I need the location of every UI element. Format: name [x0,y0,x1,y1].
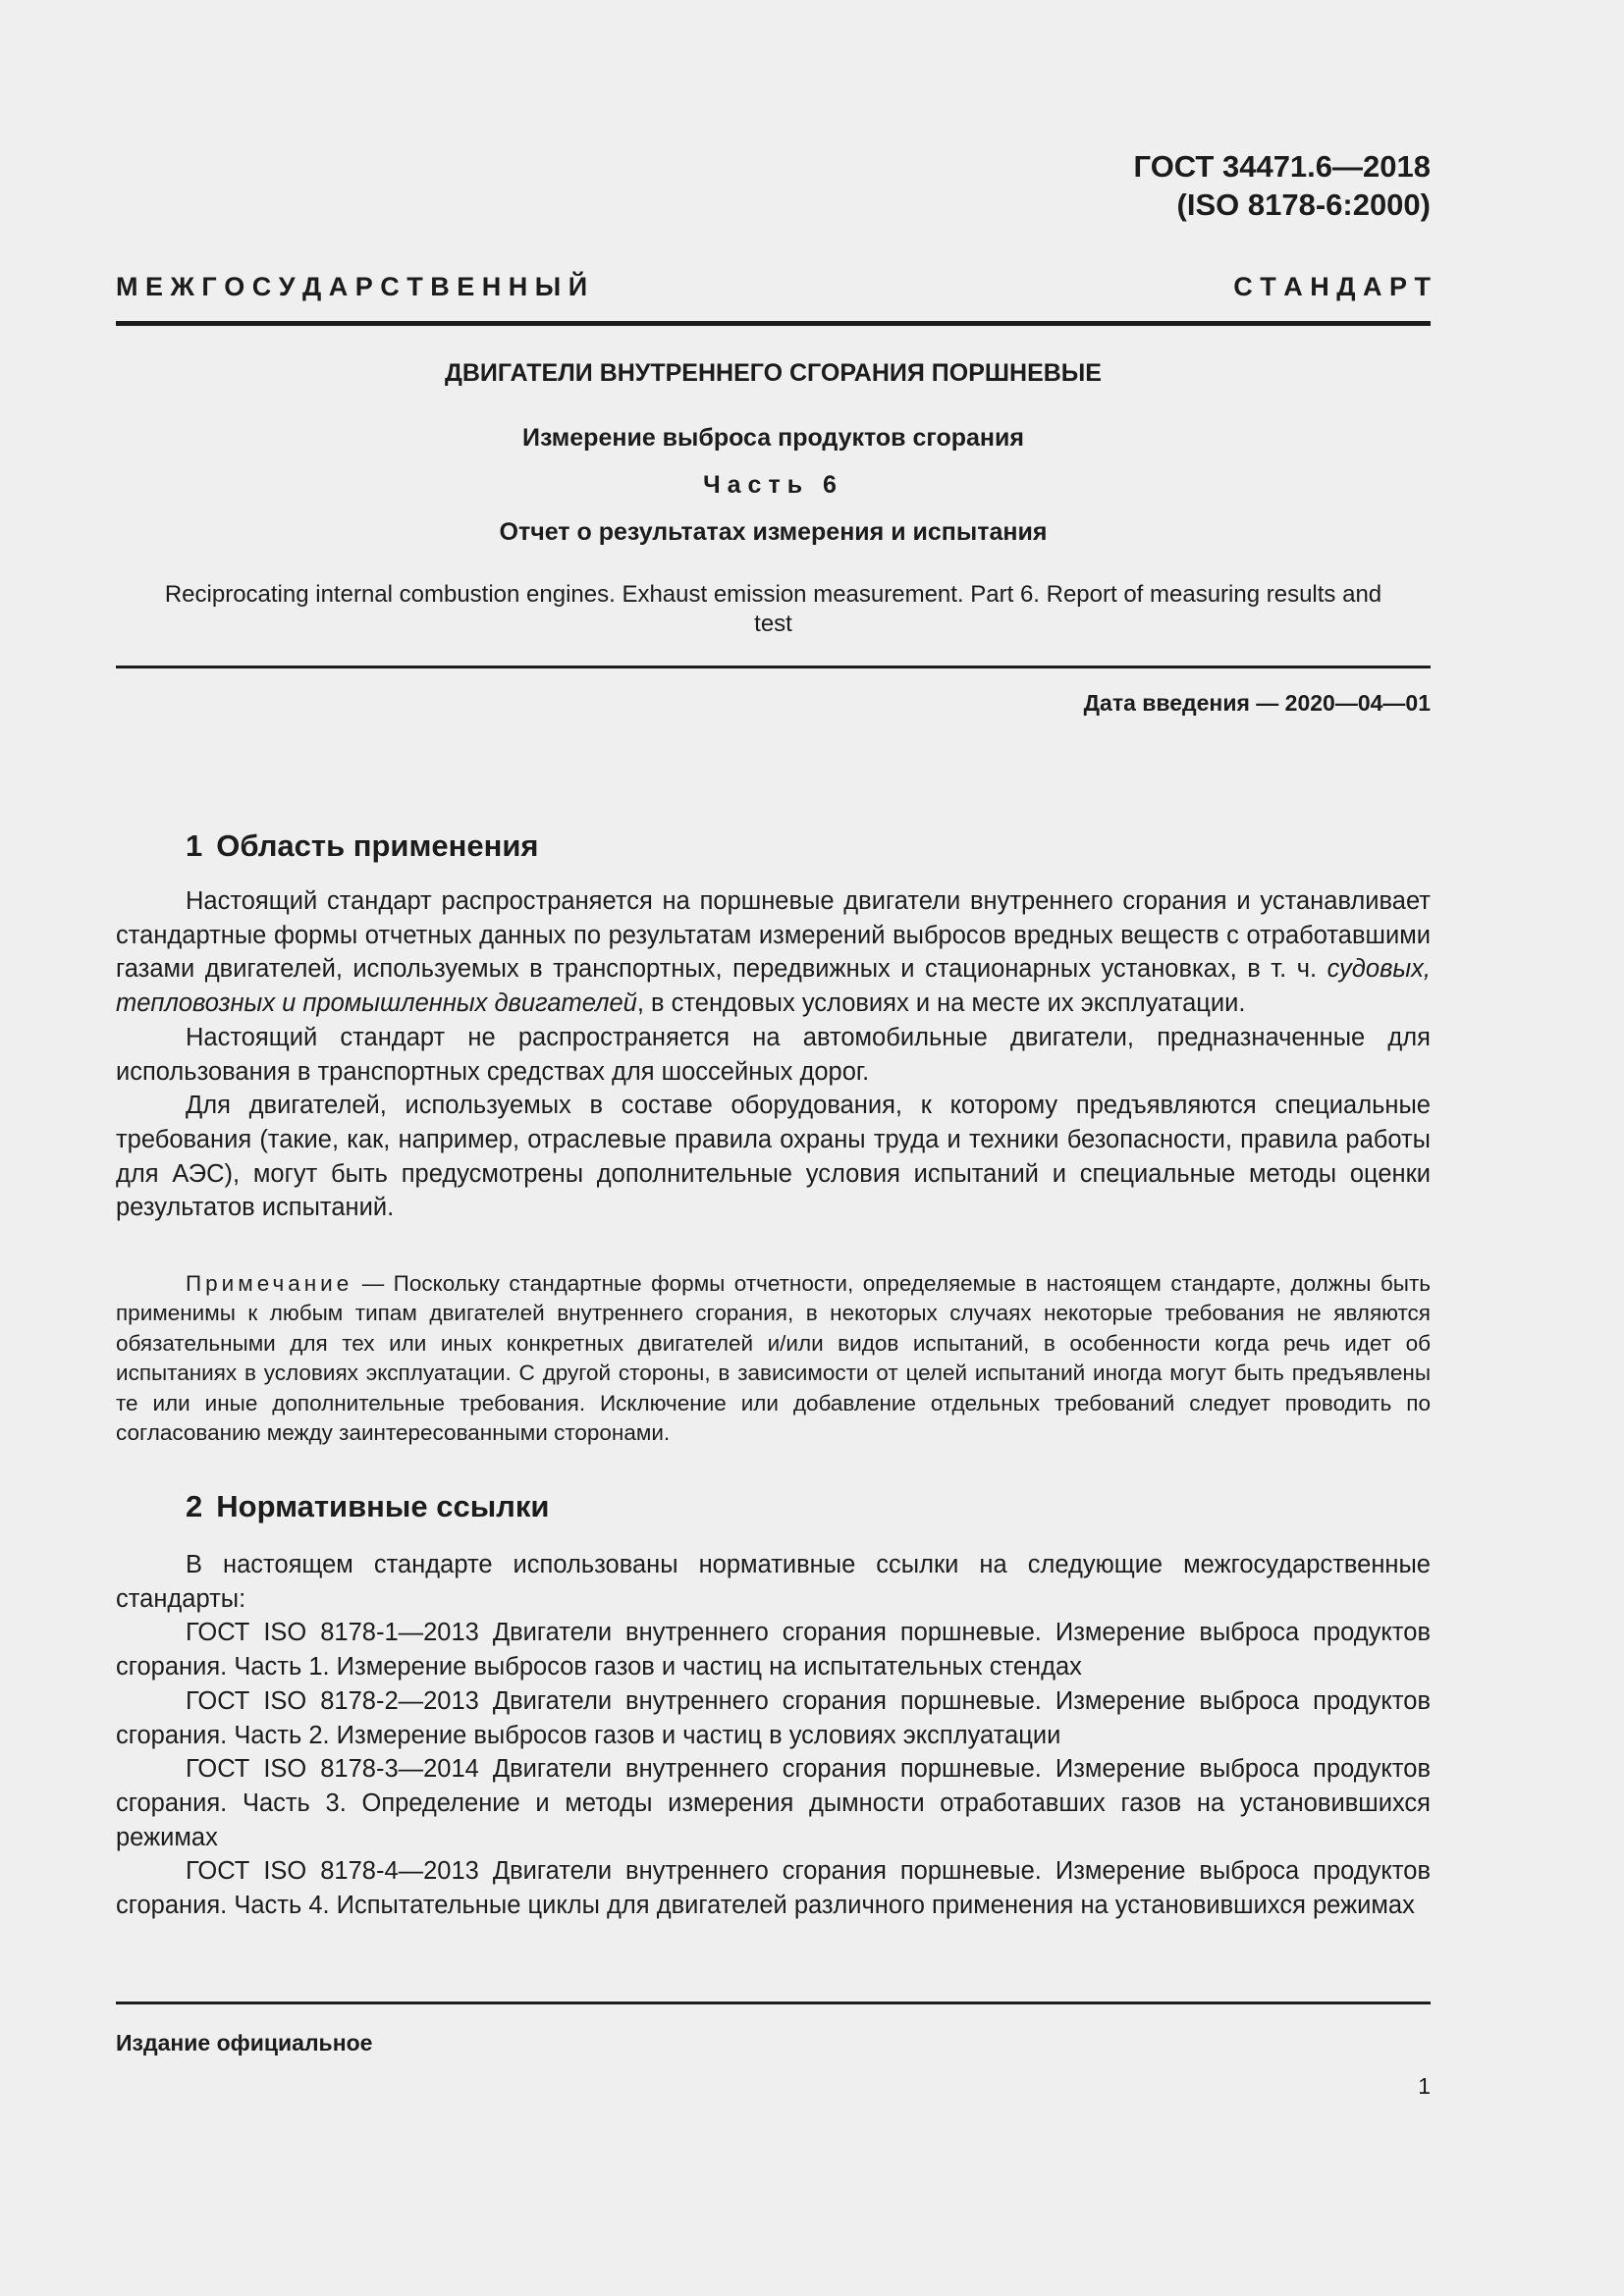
note-paragraph [116,1269,1431,1448]
header-divider [116,321,1431,326]
introduction-date: Дата введения — 2020—04—01 [1083,690,1431,716]
document-subtitle: Измерение выброса продуктов сгорания [522,424,1024,452]
footer-divider [116,2002,1431,2004]
section-1-title: Область применения [216,828,539,863]
designation-gost: ГОСТ 34471.6—2018 [1133,149,1431,184]
section-1-body [116,884,1431,1225]
designation-iso: (ISO 8178-6:2000) [1176,187,1431,222]
document-title: ДВИГАТЕЛИ ВНУТРЕННЕГО СГОРАНИЯ ПОРШНЕВЫЕ [445,359,1102,387]
section-1-number: 1 [186,828,203,863]
paragraph-italic-text: судовых, тепловозных и промышленных двигателей [116,955,1431,1018]
section-1-paragraph-3: Для двигателей, используемых в составе оборудования, к которому предъявляются специальные требования (такие, как, например, отраслевые правила охраны труда и техники безопасности, правила работы для АЭС), могут быть предусмотрены дополнительные условия испытаний и специальные методы оценки результатов испытаний. [116,1092,1431,1222]
section-2-heading [186,1487,549,1526]
official-edition-label: Издание официальное [116,2030,373,2056]
note-text: — Поскольку стандартные формы отчетности, определяемые в настоящем стандарте, должны быть применимы к любым типам двигателей внутреннего сгорания, в некоторых случаях некоторые требования не являются обязательными для тех или иных конкретных двигателей и/или видов испытаний, в особенности когда речь идет об испытаниях в условиях эксплуатации. С другой стороны, в зависимости от целей испытаний иногда могут быть предъявлены те или иные дополнительные требования. Исключение или добавление отдельных требований следует проводить по согласованию между заинтересованными сторонами. [116,1271,1431,1446]
normative-reference: ГОСТ ISO 8178-1—2013 Двигатели внутреннего сгорания поршневые. Измерение выброса продуктов сгорания. Часть 1. Измерение выбросов газов и частиц на испытательных стендах [116,1619,1431,1682]
paragraph-text: Настоящий стандарт распространяется на поршневые двигатели внутреннего сгорания и устанавливает стандартные формы отчетных данных по результатам измерений выбросов вредных веществ с отработавшими газами двигателей, используемых в транспортных, передвижных и стационарных установках, в т. ч. [116,887,1431,984]
standard-kind-word-2: С Т А Н Д А Р Т [1233,272,1431,301]
section-1-heading [186,827,539,866]
section-1-note [116,1269,1431,1448]
document-part-title: Отчет о результатах измерения и испытания [499,518,1048,546]
section-1-paragraph-2: Настоящий стандарт не распространяется на автомобильные двигатели, предназначенные для использования в транспортных средствах для шоссейных дорог. [116,1023,1431,1086]
section-2-title: Нормативные ссылки [216,1489,550,1523]
standard-kind-banner [116,270,1431,303]
section-2-number: 2 [186,1489,203,1523]
title-divider [116,666,1431,668]
english-title: Reciprocating internal combustion engines. Exhaust emission measurement. Part 6. Report of measuring results and test [164,581,1382,637]
note-label: Примечание [186,1271,353,1296]
normative-reference: ГОСТ ISO 8178-3—2014 Двигатели внутреннего сгорания поршневые. Измерение выброса продуктов сгорания. Часть 3. Определение и методы измерения дымности отработавших газов на установившихся режимах [116,1755,1431,1851]
section-2-body [116,1548,1431,1923]
page-number: 1 [1418,2073,1431,2099]
section-1-paragraph-1 [116,884,1431,1021]
standard-kind-word-1: М Е Ж Г О С У Д А Р С Т В Е Н Н Ы Й [116,272,588,301]
paragraph-text: , в стендовых условиях и на месте их эксплуатации. [636,989,1246,1018]
section-2-intro: В настоящем стандарте использованы нормативные ссылки на следующие межгосударственные стандарты: [116,1551,1431,1613]
document-part: Часть 6 [703,471,843,499]
standard-designation [1134,147,1431,224]
normative-reference: ГОСТ ISO 8178-2—2013 Двигатели внутреннего сгорания поршневые. Измерение выброса продуктов сгорания. Часть 2. Измерение выбросов газов и частиц в условиях эксплуатации [116,1686,1431,1749]
normative-reference: ГОСТ ISO 8178-4—2013 Двигатели внутреннего сгорания поршневые. Измерение выброса продуктов сгорания. Часть 4. Испытательные циклы для двигателей различного применения на установившихся режимах [116,1857,1431,1920]
